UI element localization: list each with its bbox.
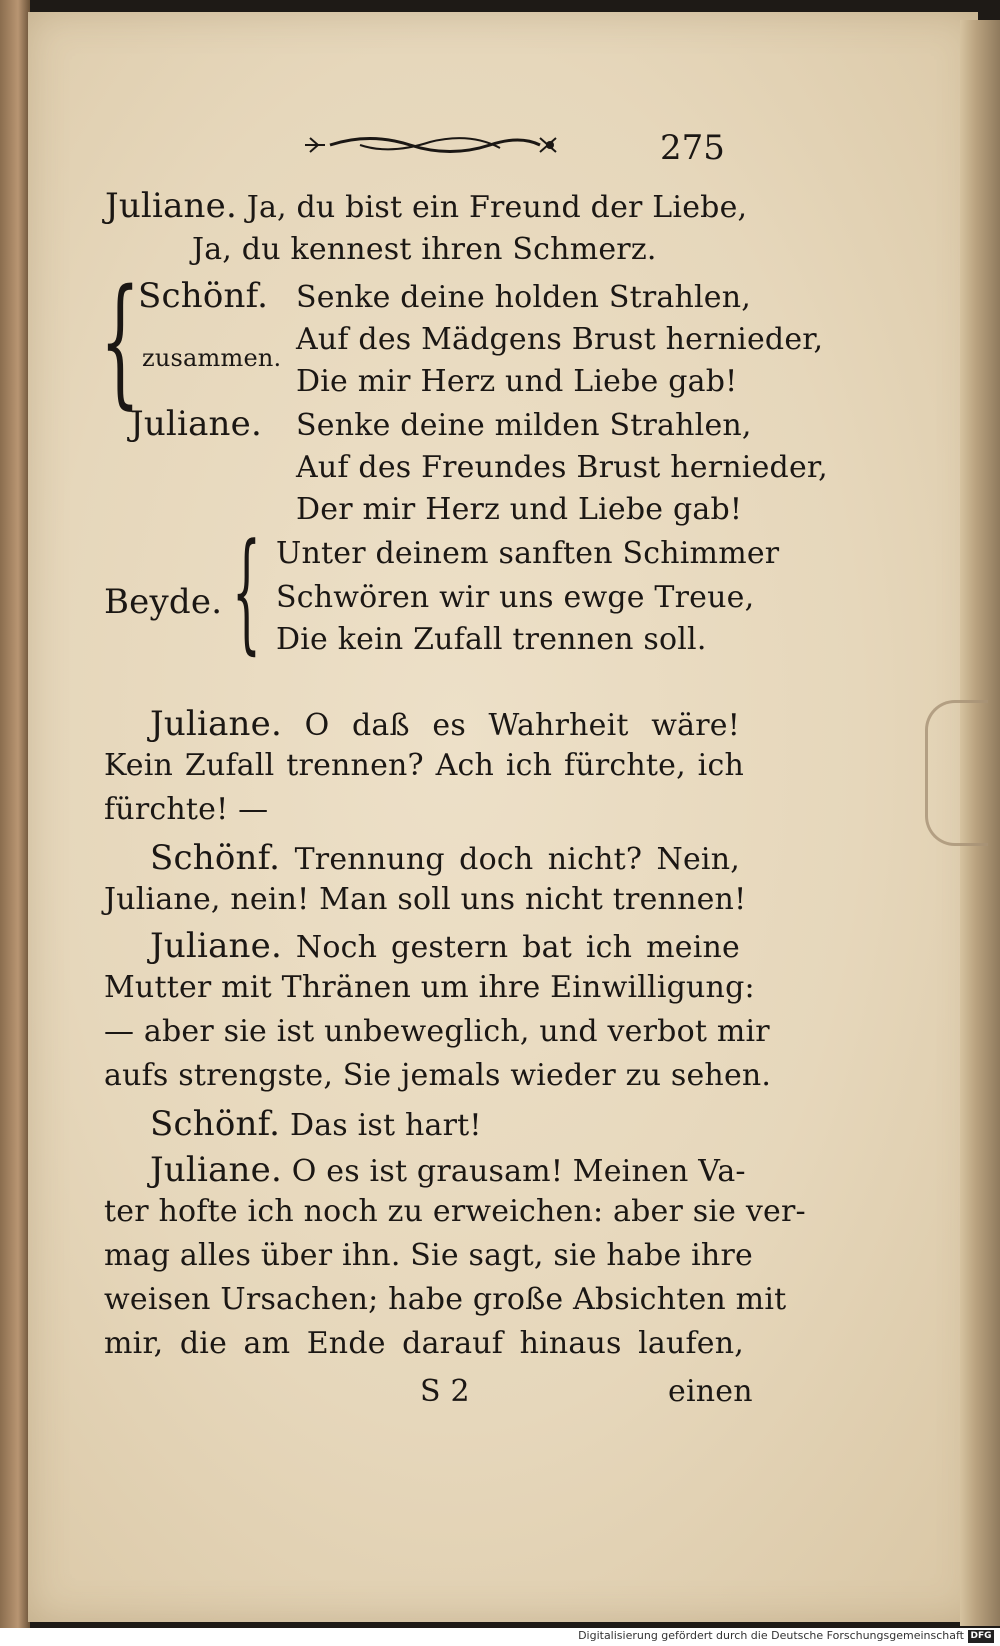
dialogue-line [150,838,740,878]
verse-line: Ja, du bist ein Freund der Liebe, [246,190,748,225]
speaker-name: Juliane. [130,404,262,444]
dialogue-line: mag alles über ihn. Sie sagt, sie habe ihre [104,1238,753,1273]
dialogue-line: aufs strengste, Sie jemals wieder zu sehen. [104,1058,772,1093]
dialogue-line: mir, die am Ende darauf hinaus laufen, [104,1326,744,1361]
speaker-name: Schönf. [138,276,269,316]
dialogue-line: fürchte! — [104,792,269,827]
dialogue-line: ter hofte ich noch zu erweichen: aber sie ver- [104,1194,806,1229]
page-number: 275 [660,128,725,168]
verse-line: Die mir Herz und Liebe gab! [296,364,738,399]
dialogue-line: weisen Ursachen; habe große Absichten mit [104,1282,787,1317]
signature-mark: S 2 [420,1374,470,1409]
dialogue-line [150,1150,746,1190]
verse-line: Auf des Mädgens Brust hernieder, [296,322,824,357]
dialogue-line [150,1104,482,1144]
dialogue-text: Noch gestern bat ich meine [295,930,740,965]
footer-credit: Digitalisierung gefördert durch die Deutsche Forschungsgemeinschaft [578,1629,964,1642]
speaker-name: Schönf. [150,838,281,878]
stage-direction-zusammen: zusammen. [142,344,282,372]
dialogue-line: Juliane, nein! Man soll uns nicht trennen! [104,882,747,917]
catchword: einen [668,1374,753,1409]
dialogue-line: Kein Zufall trennen? Ach ich fürchte, ich [104,748,744,783]
song-juliane-1 [105,186,747,226]
dialogue-text: O daß es Wahrheit wäre! [304,708,740,743]
verse-line: Der mir Herz und Liebe gab! [296,492,743,527]
verse-line: Ja, du kennest ihren Schmerz. [192,232,657,267]
speaker-name: Juliane. [150,1150,282,1190]
speaker-name: Juliane. [150,704,282,744]
verse-line: Schwören wir uns ewge Treue, [276,580,755,615]
speaker-name: Schönf. [150,1104,281,1144]
verse-line: Unter deinem sanften Schimmer [276,536,780,571]
verse-line: Die kein Zufall trennen soll. [276,622,707,657]
beyde-brace: { [232,515,261,667]
dialogue-text: Trennung doch nicht? Nein, [294,842,740,877]
page-clip [925,700,988,846]
dialogue-line: Mutter mit Thränen um ihre Einwilligung: [104,970,755,1005]
book-spine [0,0,30,1646]
dialogue-line: — aber sie ist unbeweglich, und verbot mir [104,1014,770,1049]
speaker-name: Juliane. [150,926,282,966]
left-brace: { [100,260,141,423]
dialogue-line [150,926,740,966]
verse-line: Senke deine holden Strahlen, [296,280,752,315]
verse-line: Senke deine milden Strahlen, [296,408,752,443]
dialogue-text: O es ist grausam! Meinen Va- [291,1154,746,1189]
verse-line: Auf des Freundes Brust hernieder, [296,450,828,485]
speaker-name: Juliane. [105,186,237,226]
speaker-name: Beyde. [104,582,223,622]
dialogue-line [150,704,740,744]
dfg-logo: DFG [968,1630,994,1643]
ornament-vignette [300,130,560,160]
dialogue-text: Das ist hart! [289,1108,482,1143]
